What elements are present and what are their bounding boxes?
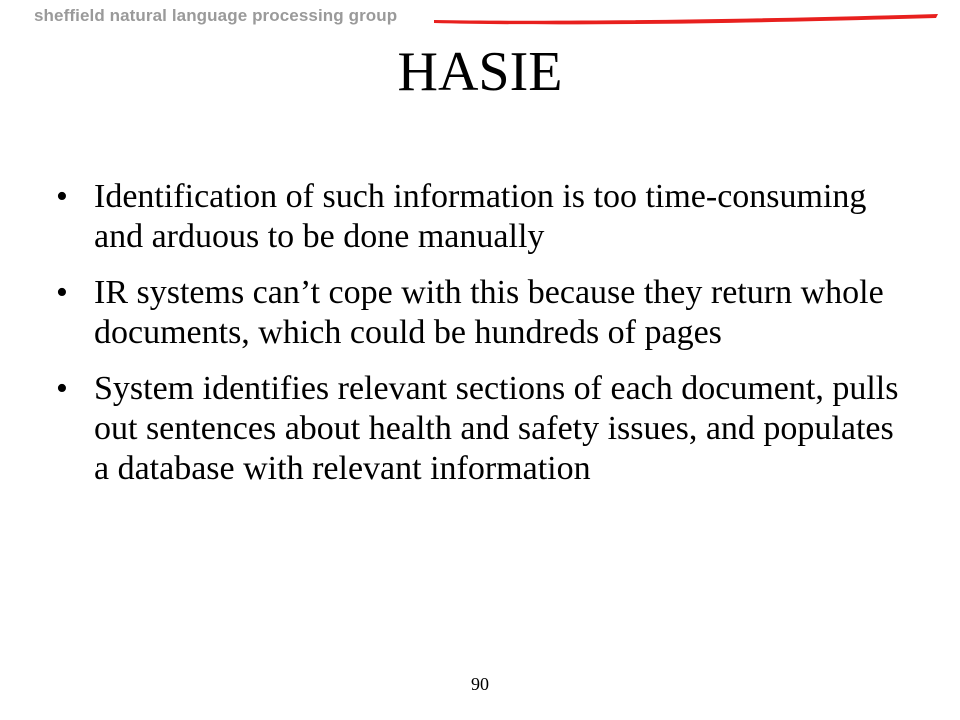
- bullet-dot-icon: •: [56, 274, 68, 311]
- bullet-item: [56, 369, 916, 489]
- bullet-text: Identification of such information is too time-consuming and arduous to be done manually: [94, 178, 867, 255]
- bullet-text: System identifies relevant sections of each document, pulls out sentences about health and safety issues, and populates a database with relevant information: [94, 370, 899, 487]
- bullet-dot-icon: •: [56, 370, 68, 407]
- slide-title: HASIE: [397, 41, 563, 103]
- bullet-list: [56, 177, 916, 505]
- bullet-dot-icon: •: [56, 178, 68, 215]
- bullet-text: IR systems can’t cope with this because they return whole documents, which could be hundreds of pages: [94, 274, 884, 351]
- bullet-item: [56, 177, 916, 257]
- group-logo-text: sheffield natural language processing group: [34, 6, 398, 25]
- bullet-item: [56, 273, 916, 353]
- header-swoosh-graphic: [430, 4, 942, 30]
- slide-page-number: 90: [471, 674, 489, 694]
